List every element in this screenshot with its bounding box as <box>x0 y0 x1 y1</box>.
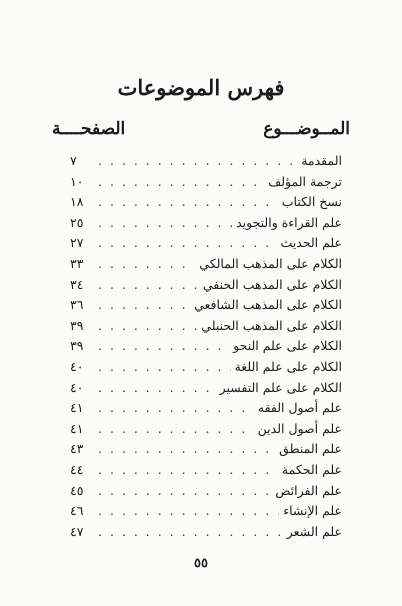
toc-entry-page: ١٠ <box>70 173 84 189</box>
toc-entry <box>70 213 342 234</box>
dot-leader <box>98 254 195 275</box>
dot-leader <box>98 275 199 296</box>
toc-entry-topic: الكلام على المذهب المالكي <box>199 255 342 271</box>
toc-entry-topic: علم أصول الفقه <box>257 400 342 416</box>
toc-entry-page: ٢٥ <box>70 214 84 230</box>
toc-entry-topic: الكلام على علم اللغة <box>234 358 342 374</box>
toc-entry-topic: علم الحكمة <box>281 461 342 477</box>
toc-entry <box>70 233 342 254</box>
toc-entry-page: ٤١ <box>70 420 84 436</box>
dot-leader <box>98 357 231 378</box>
toc-entry-page: ٧ <box>70 153 77 168</box>
toc-entry <box>70 419 342 440</box>
toc-entry <box>70 481 342 502</box>
toc-entry-page: ٤٠ <box>70 358 84 374</box>
dot-leader <box>98 213 232 234</box>
dot-leader <box>98 192 278 213</box>
toc-entry-page: ٤٠ <box>70 379 84 395</box>
toc-entry-topic: ترجمة المؤلف <box>268 173 342 189</box>
dot-leader <box>98 501 279 522</box>
toc-entry-topic: الكلام على المذهب الشافعي <box>194 297 342 313</box>
toc-entry-page: ١٨ <box>70 194 84 210</box>
dot-leader <box>98 419 254 440</box>
toc-entry <box>70 522 342 543</box>
toc-entry <box>70 316 342 337</box>
page-title: فهرس الموضوعات <box>117 75 285 100</box>
toc-entry-topic: علم الفرائض <box>275 482 342 498</box>
toc-entry-page: ٤٣ <box>70 441 84 457</box>
toc-entry-page: ٤١ <box>70 400 84 416</box>
dot-leader <box>98 378 216 399</box>
toc-entry-topic: علم القراءة والتجويد <box>236 214 342 230</box>
toc-entry-page: ٣٦ <box>70 297 84 313</box>
toc-entry <box>70 295 342 316</box>
page-number: ٥٥ <box>194 556 208 571</box>
toc-entry-topic: نسخ الكتاب <box>281 194 342 210</box>
toc-entry <box>70 192 342 213</box>
dot-leader <box>98 151 297 172</box>
toc-entry-topic: الكلام على علم التفسير <box>219 379 342 395</box>
dot-leader <box>98 439 275 460</box>
toc-entry-page: ٤٤ <box>70 461 84 477</box>
toc-entry-page: ٣٣ <box>70 255 84 271</box>
dot-leader <box>98 233 276 254</box>
toc-entry-page: ٣٩ <box>70 317 84 333</box>
toc-entry-topic: المقدمة <box>301 153 342 168</box>
toc-entry-page: ٢٧ <box>70 235 84 251</box>
toc-entry <box>70 378 342 399</box>
dot-leader <box>98 172 264 193</box>
toc-entry <box>70 336 342 357</box>
toc-entry-topic: الكلام على المذهب الحنبلي <box>201 317 342 333</box>
dot-leader <box>98 316 197 337</box>
toc-entry-topic: علم الشعر <box>286 523 342 539</box>
dot-leader <box>98 398 254 419</box>
toc-entry-page: ٤٦ <box>70 503 84 519</box>
toc-entry-topic: علم المنطق <box>279 441 342 457</box>
toc-entry <box>70 275 342 296</box>
toc-entry <box>70 254 342 275</box>
toc-entry-topic: الكلام على علم النحو <box>233 338 342 354</box>
toc-entry <box>70 439 342 460</box>
dot-leader <box>98 295 190 316</box>
toc-entry <box>70 501 342 522</box>
toc-entry-topic: علم الحديث <box>280 235 342 251</box>
column-header-page: الصفحــــة <box>52 119 126 139</box>
dot-leader <box>98 336 229 357</box>
toc-list <box>70 151 342 542</box>
toc-entry-topic: علم الإنشاء <box>283 503 342 519</box>
dot-leader <box>98 522 283 543</box>
toc-entry-page: ٣٩ <box>70 338 84 354</box>
toc-entry <box>70 398 342 419</box>
dot-leader <box>98 460 278 481</box>
toc-entry <box>70 460 342 481</box>
dot-leader <box>98 481 271 502</box>
toc-entry-topic: الكلام على المذهب الحنفي <box>202 276 342 292</box>
toc-entry-page: ٤٥ <box>70 482 84 498</box>
toc-entry-page: ٤٧ <box>70 523 84 539</box>
toc-entry <box>70 151 342 172</box>
toc-entry <box>70 357 342 378</box>
toc-entry-topic: علم أصول الدين <box>257 420 342 436</box>
toc-entry-page: ٣٤ <box>70 276 84 292</box>
toc-entry <box>70 172 342 193</box>
column-header-topic: المــوضـــوع <box>263 119 350 139</box>
